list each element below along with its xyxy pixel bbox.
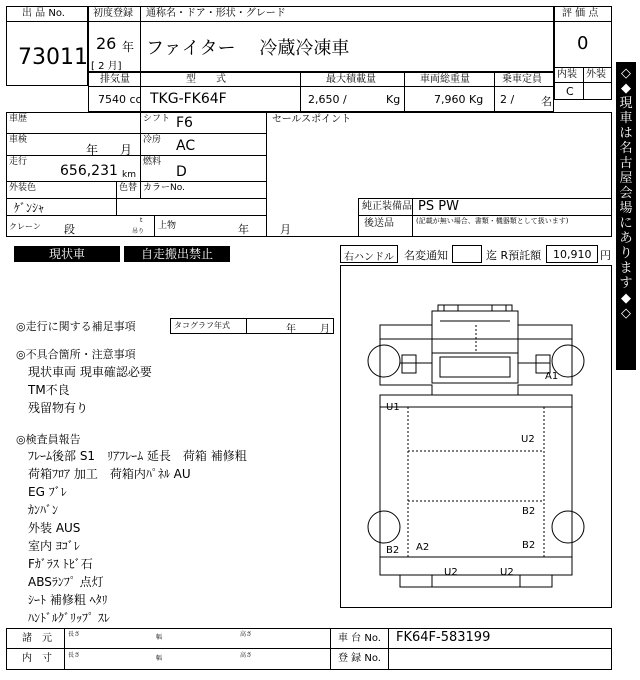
upper-month: 月 (280, 223, 291, 236)
banner-char: す (619, 276, 633, 291)
damage-mark-a1: A1 (545, 371, 559, 382)
tachograph-year: 年 (286, 324, 296, 335)
type: TKG-FK64F (150, 91, 227, 107)
recycle-label: 迄 R預託額 (486, 249, 542, 262)
damage-mark-a2: A2 (416, 542, 430, 553)
damage-mark-b2-right: B2 (522, 506, 536, 517)
score: 0 (577, 33, 589, 54)
int-dims-height: 高さ (240, 652, 253, 659)
type-label: 型 式 (186, 74, 226, 85)
first-reg-label: 初度登録 (93, 8, 133, 19)
mileage: 656,231 (60, 163, 118, 179)
ac-label: 冷房 (143, 135, 162, 145)
capacity-label: 乗車定員 (502, 74, 542, 85)
banner-char: ◇ (621, 66, 631, 81)
interior-score-label: 内装 (557, 69, 577, 80)
defect-item: TM不良 (28, 383, 70, 397)
gross-weight: 7,960 Kg (434, 93, 484, 106)
banner-char: あ (619, 231, 633, 246)
defect-item: 現状車両 現車確認必要 (28, 365, 152, 379)
banner-char: ◇ (621, 306, 631, 321)
inspector-item: ﾌﾚｰﾑ後部 S1 ﾘｱﾌﾚｰﾑ 延長 荷箱 補修粗 (28, 449, 247, 463)
crane-stage: 段 (64, 223, 75, 236)
name-change-label: 名変通知 (404, 249, 448, 262)
banner-char: ◆ (621, 291, 631, 306)
banner-char: り (619, 246, 633, 261)
model-label: 通称名・ドア・形状・グレード (146, 8, 286, 19)
banner-char: ◆ (621, 81, 631, 96)
crane-ton: t (140, 217, 143, 224)
sales-point-label: セールスポイント (272, 114, 352, 125)
damage-mark-b2-left: B2 (386, 545, 400, 556)
max-load-unit: Kg (386, 93, 401, 106)
inspector-item: 外装 AUS (28, 521, 81, 535)
inspector-item: ｼｰﾄ 補修粗 ﾍﾀﾘ (28, 593, 108, 607)
color-no-label: カラーNo. (143, 183, 185, 193)
gross-weight-label: 車両総重量 (420, 74, 470, 85)
int-dims-length: 長さ (68, 652, 81, 659)
aftermarket-label: 後送品 (364, 218, 394, 229)
inspector-item: 荷箱ﾌﾛｱ 加工 荷箱内ﾊﾟﾈﾙ AU (28, 467, 191, 481)
inspection-year: 年 (86, 143, 99, 157)
shift: F6 (176, 115, 193, 131)
inspector-heading: ◎検査員報告 (16, 433, 81, 446)
interior-score: C (566, 85, 574, 98)
ac: AC (176, 138, 196, 154)
color-change-label: 色替 (119, 183, 138, 193)
inspection-label: 車検 (9, 135, 28, 145)
tachograph-label: タコグラフ年式 (174, 321, 230, 330)
defect-item: 残留物有り (28, 401, 89, 415)
banner-char: 現 (619, 96, 633, 111)
current-car-badge: 現状車 (14, 246, 120, 262)
dims-height: 高さ (240, 631, 253, 638)
inspector-item: ｶﾝﾊﾞﾝ (28, 503, 59, 517)
interior-dims-label: 内 寸 (22, 653, 52, 664)
displacement-label: 排気量 (100, 74, 130, 85)
equipment: PS PW (418, 199, 459, 214)
first-reg-year-unit: 年 (122, 40, 135, 54)
banner-char: 場 (619, 201, 633, 216)
equipment-label: 純正装備品 (362, 201, 412, 212)
dims-length: 長さ (68, 631, 81, 638)
inspector-item: ABSﾗﾝﾌﾟ 点灯 (28, 575, 104, 589)
recycle-amount: 10,910 (553, 248, 592, 261)
max-load-label: 最大積載量 (326, 74, 376, 85)
reg-label: 登 録 No. (338, 653, 381, 664)
inspector-item: EG ﾌﾞﾚ (28, 485, 67, 499)
damage-mark-u2-bl: U2 (444, 567, 458, 578)
defects-heading: ◎不具合箇所・注意事項 (16, 348, 136, 361)
banner-char: 車 (619, 111, 633, 126)
shift-label: シフト (143, 114, 171, 124)
capacity-unit: 名 (541, 95, 552, 108)
lot-no: 73011 (18, 45, 88, 70)
dims-label: 諸 元 (22, 633, 52, 644)
upper-label: 上物 (158, 221, 177, 231)
crane-label: クレーン (9, 222, 41, 231)
banner-char: 名 (619, 141, 633, 156)
name-change-box (452, 245, 482, 263)
damage-mark-u1: U1 (386, 402, 400, 413)
chassis-no: FK64F-583199 (396, 630, 491, 645)
damage-mark-u2-br: U2 (500, 567, 514, 578)
tachograph-month: 月 (320, 324, 330, 335)
banner-char: ま (619, 261, 633, 276)
banner-char: は (619, 126, 633, 141)
dims-width: 幅 (156, 634, 163, 641)
upper-year: 年 (238, 223, 249, 236)
int-dims-width: 幅 (156, 655, 163, 662)
damage-mark-b2-low: B2 (522, 540, 536, 551)
banner-char: 古 (619, 156, 633, 171)
mileage-label: 走行 (9, 157, 28, 167)
inspector-item: ﾊﾝﾄﾞﾙｸﾞﾘｯﾌﾟ ｽﾚ (28, 611, 110, 625)
location-banner (616, 62, 636, 370)
car-name: ファイター 冷蔵冷凍車 (146, 38, 350, 59)
inspector-item: Fｶﾞﾗｽ ﾄﾋﾞ石 (28, 557, 93, 571)
max-load: 2,650 / (308, 93, 347, 106)
banner-char: 会 (619, 186, 633, 201)
color: ｹﾞﾝｼｬ (14, 201, 45, 215)
recycle-unit: 円 (600, 249, 611, 262)
displacement: 7540 cc (98, 93, 142, 106)
truck-diagram (340, 265, 612, 608)
lot-no-label: 出 品 No. (22, 8, 65, 19)
score-label: 評 価 点 (562, 8, 599, 19)
damage-mark-u2-mid: U2 (521, 434, 535, 445)
aftermarket-note: (記載が無い場合、書類・機器類として扱います) (416, 217, 569, 225)
fuel-label: 燃料 (143, 157, 162, 167)
fuel: D (176, 164, 187, 180)
inspector-item: 室内 ﾖｺﾞﾚ (28, 539, 80, 553)
capacity: 2 / (500, 93, 515, 106)
footer-table (6, 628, 612, 670)
crane-hook: 吊り (132, 228, 145, 235)
banner-char: 屋 (619, 171, 633, 186)
inspection-month: 月 (120, 143, 133, 157)
banner-char: に (619, 216, 633, 231)
right-hand: 右ハンドル (344, 252, 394, 263)
first-reg-month: [ 2 月] (91, 61, 122, 72)
first-reg-year: 26 (96, 34, 117, 53)
history-label: 車歴 (9, 114, 28, 124)
driving-heading: ◎走行に関する補足事項 (16, 320, 136, 333)
color-label: 外装色 (9, 183, 37, 193)
exterior-score-label: 外装 (586, 69, 606, 80)
location-banner-chars (616, 62, 636, 321)
mileage-unit: km (122, 170, 136, 180)
chassis-label: 車 台 No. (338, 633, 381, 644)
self-drive-out-badge: 自走搬出禁止 (124, 246, 230, 262)
